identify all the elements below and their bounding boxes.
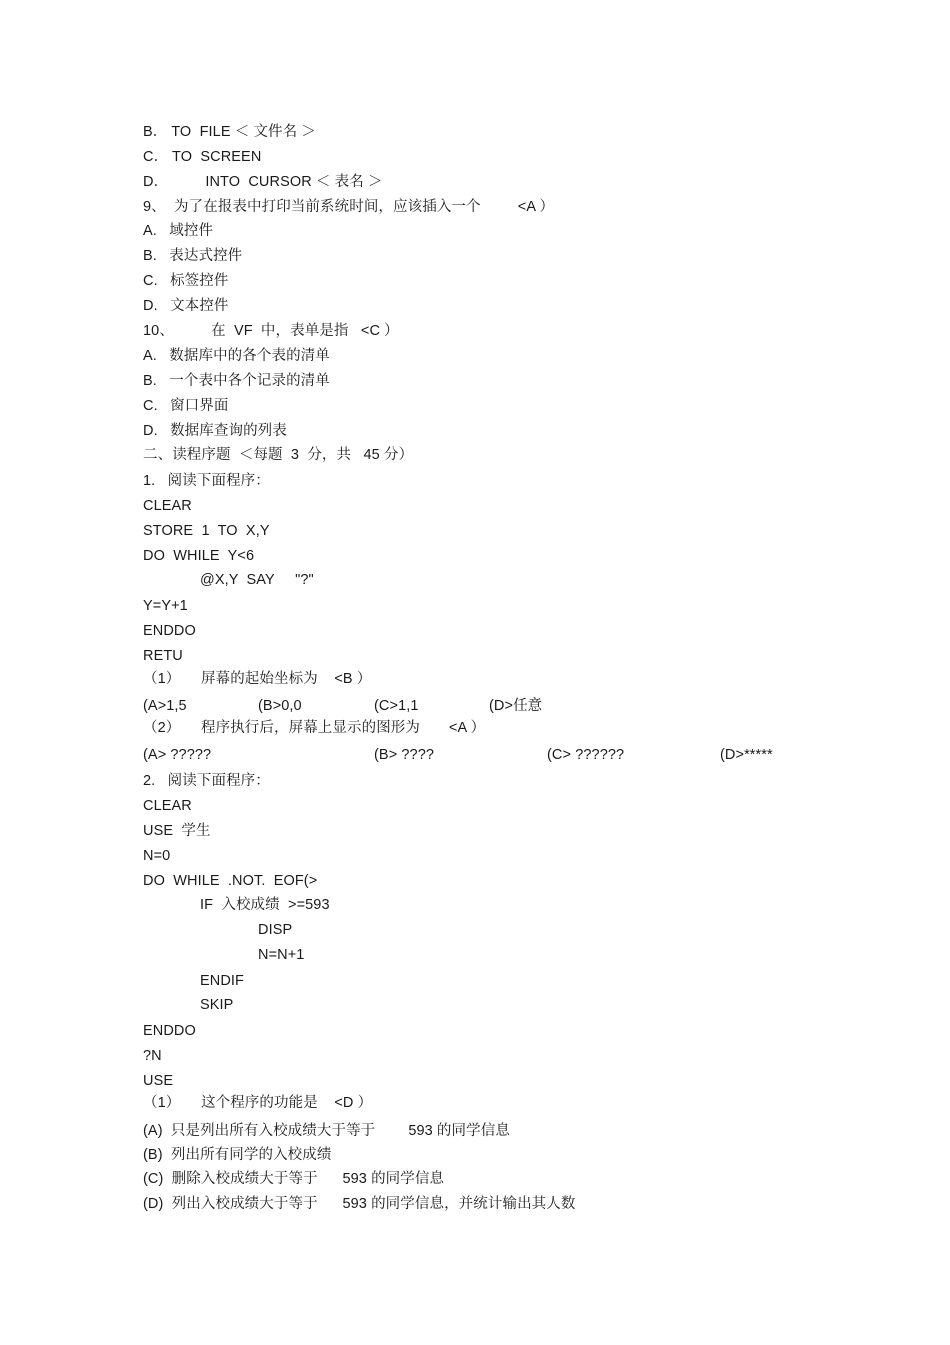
line-p1-store: STORE 1 TO X,Y xyxy=(143,523,270,539)
line-q9-a: A. 域控件 xyxy=(143,223,214,239)
line-p2-n0: N=0 xyxy=(143,848,171,864)
line-p1-q1-opts-opt-3: (C>1,1 xyxy=(374,698,419,714)
line-p2-q1-d: (D) 列出入校成绩大于等于 593 的同学信息，并统计输出其人数 xyxy=(143,1196,576,1212)
line-q10-d: D. 数据库查询的列表 xyxy=(143,423,287,439)
line-b-to-file: B． TO FILE ＜ 文件名 ＞ xyxy=(143,124,316,140)
line-q9-d: D. 文本控件 xyxy=(143,298,229,314)
line-q10-a: A. 数据库中的各个表的清单 xyxy=(143,348,330,364)
line-p1-title: 1. 阅读下面程序： xyxy=(143,473,270,489)
line-p2-endif: ENDIF xyxy=(200,973,244,989)
line-p1-q1-opts-opt-4: (D>任意 xyxy=(489,698,543,714)
line-p2-skip: SKIP xyxy=(200,997,234,1013)
line-p2-disp: DISP xyxy=(258,922,293,938)
line-q9-b: B. 表达式控件 xyxy=(143,248,243,264)
line-p2-print-n: ?N xyxy=(143,1048,162,1064)
line-p1-q1-opts-opt-1: (A>1,5 xyxy=(143,698,187,714)
line-p1-q2: （2） 程序执行后，屏幕上显示的图形为 <A ） xyxy=(143,720,486,736)
line-p2-clear: CLEAR xyxy=(143,798,192,814)
line-q10-c: C. 窗口界面 xyxy=(143,398,229,414)
line-p1-do-while: DO WHILE Y<6 xyxy=(143,548,255,564)
line-p1-enddo: ENDDO xyxy=(143,623,196,639)
line-d-into-cursor: D． INTO CURSOR ＜ 表名 ＞ xyxy=(143,174,383,190)
line-p2-n-inc: N=N+1 xyxy=(258,947,305,963)
line-q10: 10、 在 VF 中，表单是指 <C ） xyxy=(143,323,399,339)
line-p1-q2-opts-opt-1: (A> ????? xyxy=(143,747,212,763)
line-p2-enddo: ENDDO xyxy=(143,1023,196,1039)
line-p2-title: 2. 阅读下面程序： xyxy=(143,773,270,789)
line-p2-use: USE 学生 xyxy=(143,823,211,839)
line-p2-q1-a: (A) 只是列出所有入校成绩大于等于 593 的同学信息 xyxy=(143,1123,510,1139)
line-q9-c: C. 标签控件 xyxy=(143,273,229,289)
line-p2-q1-c: (C) 删除入校成绩大于等于 593 的同学信息 xyxy=(143,1171,445,1187)
line-p2-if: IF 入校成绩 >=593 xyxy=(200,897,330,913)
line-p1-q2-opts-opt-4: (D>***** xyxy=(720,747,773,763)
line-p1-retu: RETU xyxy=(143,648,183,664)
line-c-to-screen: C． TO SCREEN xyxy=(143,149,262,165)
line-p2-do-while: DO WHILE .NOT. EOF(> xyxy=(143,873,318,889)
line-p2-use-close: USE xyxy=(143,1073,174,1089)
line-p1-q1-opts-opt-2: (B>0,0 xyxy=(258,698,302,714)
line-p1-q2-opts-opt-2: (B> ???? xyxy=(374,747,435,763)
line-p1-q2-opts-opt-3: (C> ?????? xyxy=(547,747,625,763)
line-q9: 9、 为了在报表中打印当前系统时间，应该插入一个 <A ） xyxy=(143,199,555,215)
line-q10-b: B. 一个表中各个记录的清单 xyxy=(143,373,330,389)
line-p2-q1-b: (B) 列出所有同学的入校成绩 xyxy=(143,1147,332,1163)
line-p2-q1: （1） 这个程序的功能是 <D ） xyxy=(143,1095,373,1111)
line-p1-y-inc: Y=Y+1 xyxy=(143,598,188,614)
line-p1-q1: （1） 屏幕的起始坐标为 <B ） xyxy=(143,671,372,687)
line-p1-say: @X,Y SAY "?" xyxy=(200,572,314,588)
line-section2: 二、读程序题 ＜每题 3 分，共 45 分） xyxy=(143,447,414,463)
line-p1-clear: CLEAR xyxy=(143,498,192,514)
